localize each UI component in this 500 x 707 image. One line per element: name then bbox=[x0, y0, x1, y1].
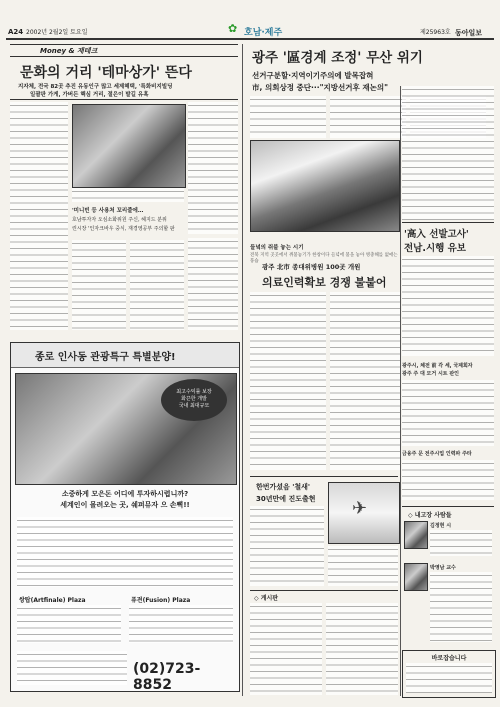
money-box-title: '미니빈 등 사용처 꼬리줄에… bbox=[72, 208, 144, 214]
grass-logo-icon: ✿ bbox=[228, 22, 238, 35]
hospital-headline: 의료인력확보 경쟁 불붙어 bbox=[262, 276, 387, 289]
right-text-bottom bbox=[402, 460, 494, 500]
fire-caption-text: 전북 지역 곳곳에서 쥐불놓기가 한창이다 들녘에 불을 놓아 병충해를 없애는 풍습 bbox=[250, 253, 398, 264]
listing-box bbox=[250, 590, 398, 697]
listing-title: ◇ 게시판 bbox=[254, 595, 279, 602]
person-2-photo bbox=[404, 563, 428, 591]
advert-plaza-1: 쌍탑(Artfinale) Plaza bbox=[19, 597, 86, 604]
money-photo-caption bbox=[72, 188, 184, 202]
right-headline-1: '高入 선발고사' bbox=[404, 229, 469, 240]
people-box-title: ◇ 내고장 사람들 bbox=[408, 512, 452, 519]
issue-number: 제25963호 bbox=[420, 29, 451, 36]
money-section bbox=[10, 44, 238, 334]
money-box-sub-1: 호남투자자 오심소화위원 주신, 헤지드 분위 bbox=[72, 217, 167, 223]
money-text-col-1 bbox=[10, 102, 68, 330]
money-text-col-2 bbox=[72, 240, 126, 330]
advert-tagline-2: 세계인이 몰려오는 곳, 쉐퍼뮤자 으 손뼉!! bbox=[60, 501, 190, 509]
advert-headline: 종로 인사동 관광특구 특별분양! bbox=[35, 352, 176, 363]
hospital-kicker: 광주 北市 종대위병원 100곳 개원 bbox=[262, 263, 361, 271]
money-text-col-4 bbox=[188, 102, 238, 234]
main-deck-2: 市, 의회상정 중단···"지방선거후 재논의" bbox=[252, 83, 388, 92]
paper-name: 동아일보 bbox=[455, 29, 483, 37]
right-sub-2: 광주 주 대 모거 시트 판인 bbox=[402, 371, 460, 377]
advert-phone[interactable]: (02)723-8852 bbox=[133, 661, 201, 693]
right-sub-1: 광주시, 체전 前 각 세, 국제회자 bbox=[402, 363, 473, 369]
bird-icon: ✈ bbox=[352, 498, 368, 519]
advert-badge: 최고수익률 보장 화끈한 개발 국내 최대규모 bbox=[161, 379, 227, 421]
small-story-rule bbox=[250, 476, 398, 477]
main-headline: 광주 '區경계 조정' 무산 위기 bbox=[252, 50, 423, 66]
money-text-col-3 bbox=[130, 240, 184, 330]
bird-caption bbox=[328, 546, 398, 586]
column-divider-right bbox=[400, 86, 401, 696]
fire-caption-bold: 들녘의 쥐불 놓는 시기 bbox=[250, 245, 304, 251]
advert-tagline-1: 소중하게 모은돈 어디에 투자하시렵니까? bbox=[61, 490, 189, 498]
listing-col-2 bbox=[326, 603, 398, 695]
person-1-photo bbox=[404, 521, 428, 549]
advert-detail-2 bbox=[129, 605, 233, 643]
advert-plaza-2: 퓨젼(Fusion) Plaza bbox=[131, 597, 191, 604]
small-story-headline-2: 30년만에 진도출현 bbox=[256, 495, 316, 503]
fire-photo bbox=[250, 140, 400, 232]
right-text-top bbox=[402, 86, 494, 220]
person-1-name: 김정현 시 bbox=[430, 523, 452, 529]
main-text-col-1 bbox=[250, 96, 326, 138]
main-deck-1: 선거구분할·지역이기주의에 발목잡혀 bbox=[252, 71, 374, 80]
page-number: A24 bbox=[8, 28, 24, 36]
advert-bullets bbox=[17, 517, 233, 587]
money-subhead-2: 일괄판 가게, 가버든 핵심 거리, 절은이 발길 유혹 bbox=[30, 92, 149, 98]
right-text-low bbox=[402, 380, 494, 446]
hospital-text-col-2 bbox=[330, 292, 400, 470]
section-title: 호남·제주 bbox=[244, 28, 283, 38]
notice-box bbox=[402, 650, 496, 698]
notice-text bbox=[406, 663, 492, 693]
advert-footer-info bbox=[17, 651, 127, 685]
money-box-sub-2: 린시장 '인자크바우 중식, 재경영공부 주의할 판 bbox=[72, 226, 175, 232]
masthead-rule bbox=[6, 38, 494, 40]
right-text-mid bbox=[402, 256, 494, 356]
fire-caption bbox=[250, 234, 398, 264]
person-1-text bbox=[430, 530, 492, 556]
notice-title: 바로잡습니다 bbox=[431, 655, 467, 662]
person-2-text bbox=[430, 572, 492, 642]
masthead bbox=[0, 0, 500, 40]
person-2-name: 박영남 교수 bbox=[430, 565, 456, 571]
advert-detail-1 bbox=[17, 605, 121, 643]
column-divider-left bbox=[242, 44, 243, 696]
right-rule-1 bbox=[402, 222, 494, 223]
money-subhead-1: 지자체, 전국 82곳 추진 유동인구 많고 세제혜택, '특화비지빌딩 bbox=[18, 84, 173, 90]
money-box bbox=[72, 206, 184, 236]
money-headline: 문화의 거리 '테마상가' 뜬다 bbox=[20, 65, 192, 81]
section-label: Money & 재테크 bbox=[10, 44, 238, 57]
small-story-text bbox=[250, 506, 324, 586]
money-rule bbox=[10, 99, 238, 100]
hospital-text-col-1 bbox=[250, 292, 326, 470]
money-text-col-5 bbox=[188, 238, 238, 330]
right-headline-2: 전남.시행 유보 bbox=[404, 243, 466, 254]
small-story-headline-1: 한번가셨음 '철새' bbox=[256, 483, 311, 491]
money-photo-crowd bbox=[72, 104, 186, 188]
right-sub-3: 금융주 문 전주시업 인력파 주타 bbox=[402, 451, 472, 457]
issue-date: 2002년 2월2일 토요일 bbox=[26, 29, 88, 36]
people-box bbox=[402, 506, 494, 647]
listing-col-1 bbox=[250, 603, 322, 695]
main-text-col-2 bbox=[330, 96, 406, 138]
advert[interactable] bbox=[10, 342, 240, 692]
